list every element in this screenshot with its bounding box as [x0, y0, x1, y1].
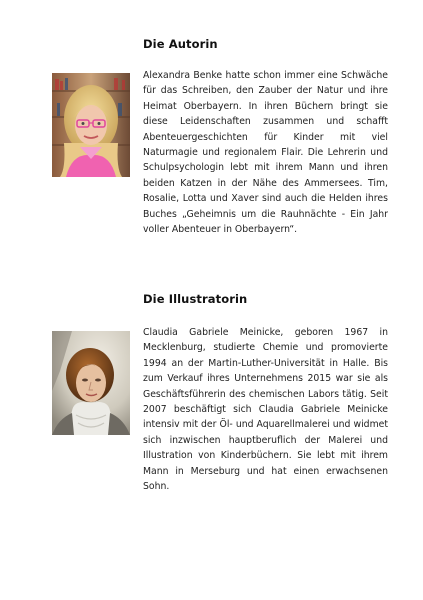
- illustrator-bio: Claudia Gabriele Meinicke, geboren 1967 in Mecklenburg, studierte Chemie und promovierte 1994 an der Martin-Luther-Universität in Halle. Bis zum Verkauf ihres Unternehmens 2015 war sie als Geschäftsführerin des chemischen Labors tätig. Seit 2007 beschäftigt sich Claudia Gabriele Meinicke intensiv mit der Öl- und Aquarellmalerei und widmet sich inzwischen hauptberuflich der Malerei und Illustration von Kinderbüchern. Sie lebt mit ihrem Mann in Merseburg und hat einen erwachsenen Sohn.: [143, 327, 388, 493]
- author-bio: Alexandra Benke hatte schon immer eine Schwäche für das Schreiben, den Zauber der Natur und ihre Heimat Oberbayern. In ihren Büchern bringt sie diese Leidenschaften zusammen und schafft Abenteuergeschichten für Kinder mit viel Naturmagie und regionalem Flair. Die Lehrerin und Schulpsychologin lebt mit ihrem Mann und ihren beiden Katzen in der Nähe des Ammersees. Tim, Rosalie, Lotta und Xaver sind auch die Helden ihres Buches „Geheimnis um die Rauhnächte - Ein Jahr voller Abenteuer in Oberbayern“.: [143, 70, 388, 236]
- author-photo: [52, 73, 130, 177]
- author-heading: Die Autorin: [143, 37, 218, 51]
- illustrator-heading: Die Illustratorin: [143, 292, 248, 306]
- illustrator-portrait: [52, 331, 130, 435]
